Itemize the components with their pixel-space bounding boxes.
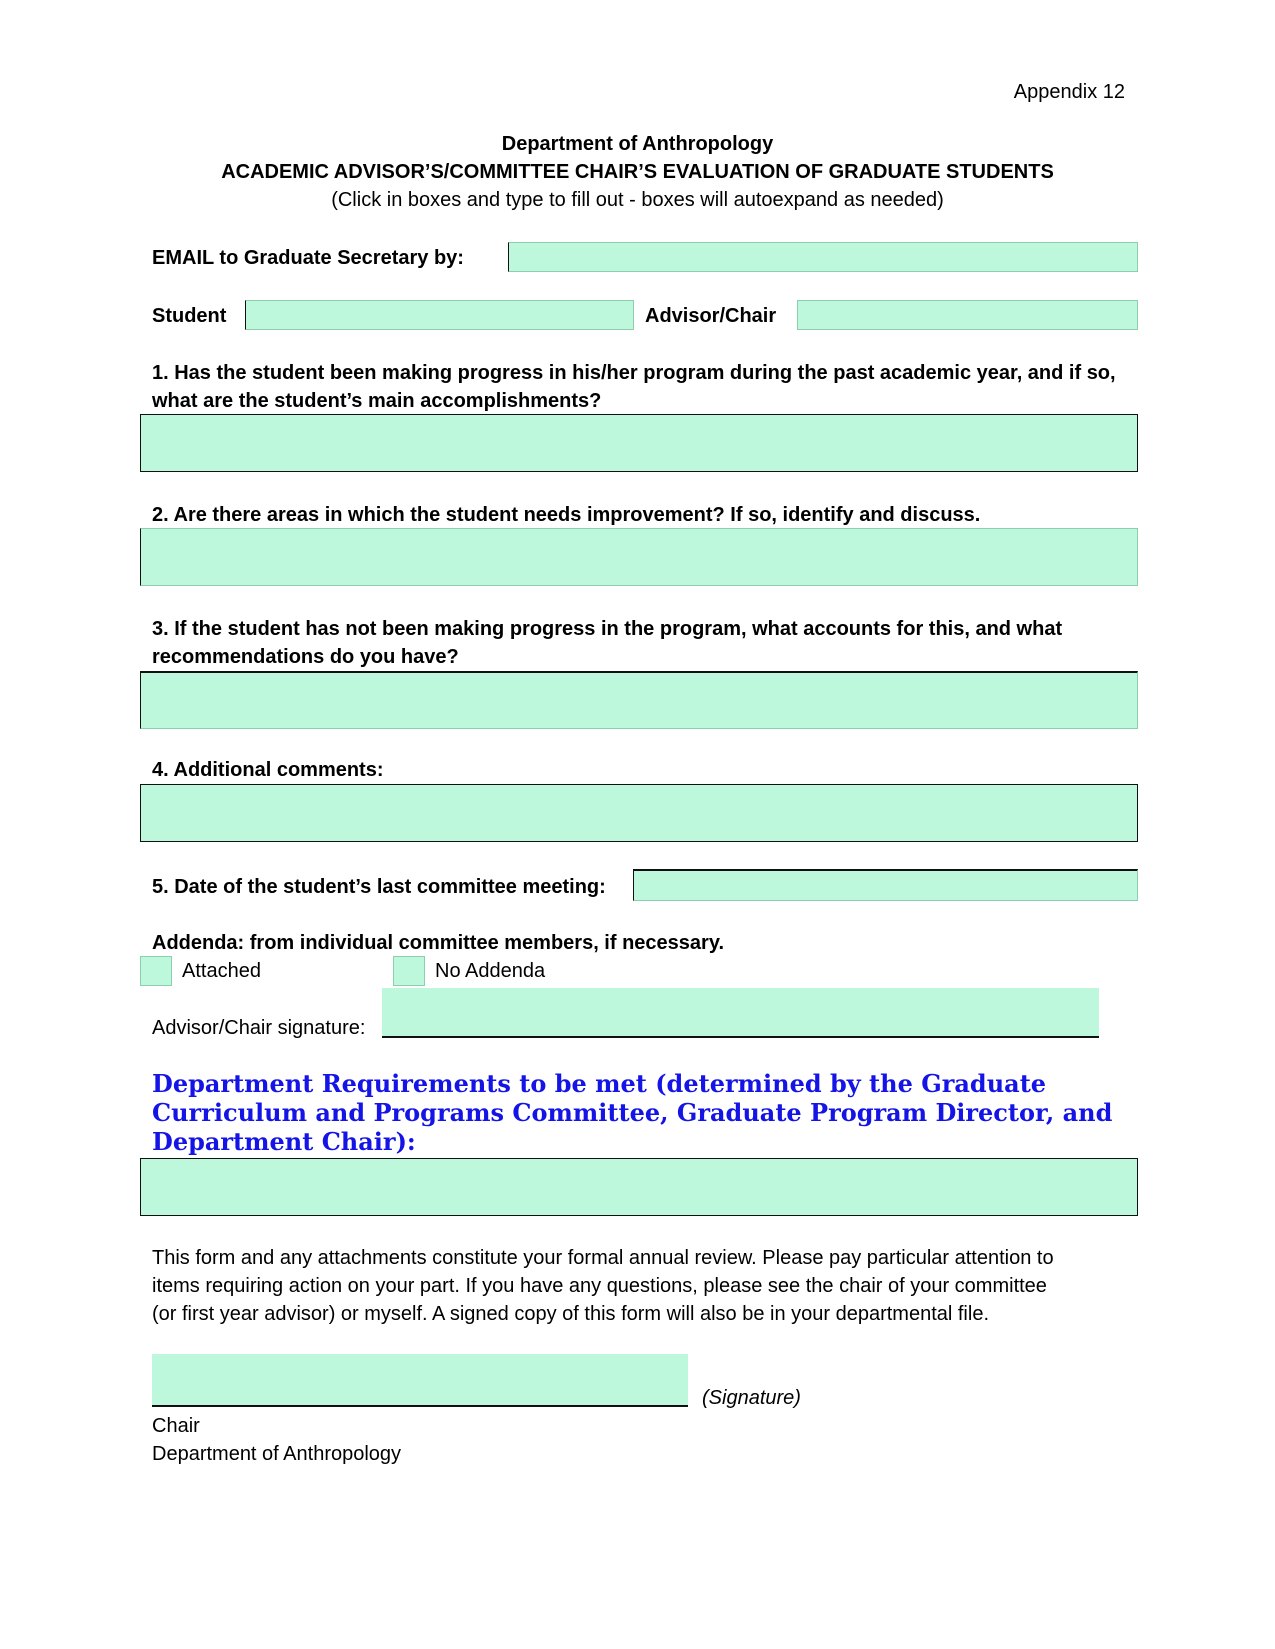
notice-line-2: items requiring action on your part. If you have any questions, please see the chair of your committee xyxy=(152,1275,1047,1297)
email-deadline-label: EMAIL to Graduate Secretary by: xyxy=(152,247,464,269)
signature-caption: (Signature) xyxy=(702,1387,801,1409)
question-1-text-cont: what are the student’s main accomplishments? xyxy=(152,390,602,412)
advisor-signature-line xyxy=(382,1036,1099,1038)
student-name-field[interactable] xyxy=(245,300,634,330)
attached-label: Attached xyxy=(182,960,261,982)
appendix-label: Appendix 12 xyxy=(1013,81,1125,103)
notice-line-1: This form and any attachments constitute your formal annual review. Please pay particular attention to xyxy=(152,1247,1054,1269)
no-addenda-label: No Addenda xyxy=(435,960,546,982)
notice-line-3: (or first year advisor) or myself. A signed copy of this form will also be in your departmental file. xyxy=(152,1303,990,1325)
last-meeting-date-field[interactable] xyxy=(633,869,1138,901)
question-1-text: 1. Has the student been making progress in his/her program during the past academic year, and if so, xyxy=(152,362,1116,384)
chair-title: Chair xyxy=(152,1415,200,1437)
question-3-text-cont: recommendations do you have? xyxy=(152,646,459,668)
requirements-heading-line-1: Department Requirements to be met (determined by the Graduate xyxy=(152,1069,1047,1098)
email-deadline-field[interactable] xyxy=(508,242,1138,272)
question-4-answer-field[interactable] xyxy=(140,784,1138,842)
question-2-answer-field[interactable] xyxy=(140,528,1138,586)
question-1-answer-field[interactable] xyxy=(140,414,1138,472)
no-addenda-checkbox[interactable] xyxy=(393,956,425,986)
advisor-signature-label: Advisor/Chair signature: xyxy=(152,1017,366,1039)
question-4-text: 4. Additional comments: xyxy=(152,759,384,781)
question-5-text: 5. Date of the student’s last committee meeting: xyxy=(152,876,606,898)
question-2-text: 2. Are there areas in which the student needs improvement? If so, identify and discuss. xyxy=(152,504,981,526)
form-title: ACADEMIC ADVISOR’S/COMMITTEE CHAIR’S EVALUATION OF GRADUATE STUDENTS xyxy=(221,161,1054,183)
form-instructions: (Click in boxes and type to fill out - boxes will autoexpand as needed) xyxy=(331,189,944,211)
question-3-text: 3. If the student has not been making progress in the program, what accounts for this, and what xyxy=(152,618,1063,640)
advisor-label: Advisor/Chair xyxy=(645,305,777,327)
requirements-heading-line-3: Department Chair): xyxy=(152,1127,416,1156)
chair-signature-field[interactable] xyxy=(152,1354,688,1406)
department-heading: Department of Anthropology xyxy=(501,133,774,155)
chair-signature-line xyxy=(152,1405,688,1407)
question-3-answer-field[interactable] xyxy=(140,671,1138,729)
requirements-field[interactable] xyxy=(140,1158,1138,1216)
student-label: Student xyxy=(152,305,227,327)
requirements-heading-line-2: Curriculum and Programs Committee, Graduate Program Director, and xyxy=(152,1098,1113,1127)
chair-department: Department of Anthropology xyxy=(152,1443,402,1465)
advisor-name-field[interactable] xyxy=(797,300,1138,330)
addenda-label: Addenda: from individual committee members, if necessary. xyxy=(152,932,725,954)
advisor-signature-field[interactable] xyxy=(382,988,1099,1038)
attached-checkbox[interactable] xyxy=(140,956,172,986)
